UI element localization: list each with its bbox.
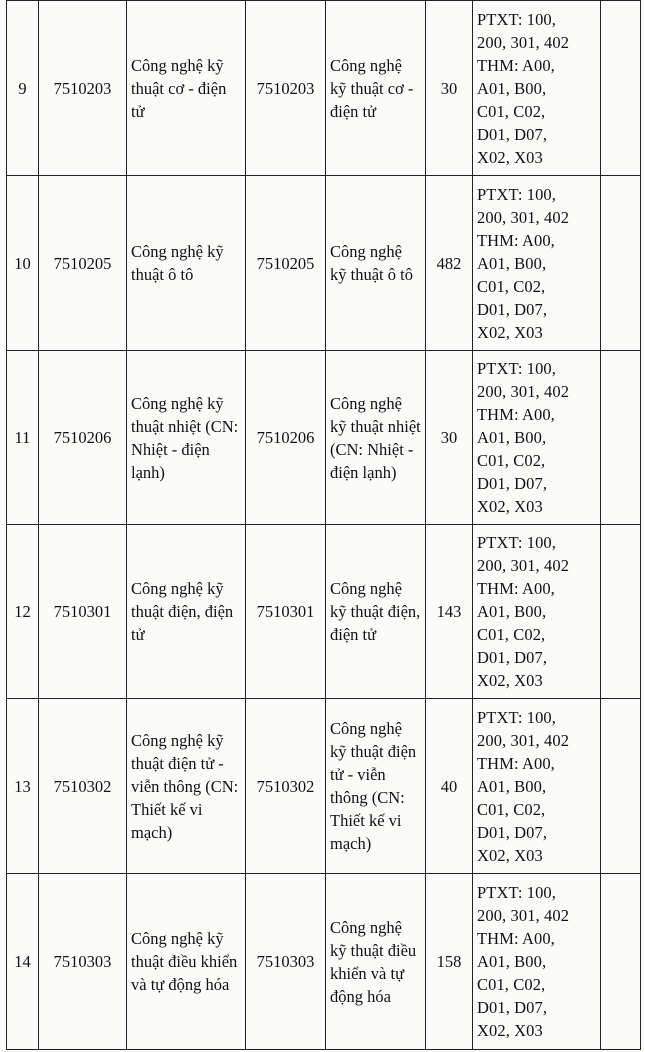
program-name-text: Công nghệ kỹ thuật nhiệt (CN: Nhiệt - điện lạnh) (330, 393, 421, 482)
admission-method-line: C01, C02, (477, 975, 546, 994)
method-list (477, 881, 596, 1042)
program-name-text: Công nghệ kỹ thuật cơ - điện tử (330, 55, 414, 121)
row-major-code (39, 351, 127, 525)
admission-method-line: A01, B00, (477, 253, 547, 273)
stt-text: 13 (14, 776, 31, 796)
row-stt (7, 351, 39, 525)
admission-method-line: THM: A00, (477, 929, 555, 948)
row-quota (426, 699, 473, 874)
row-admission-methods (473, 699, 601, 874)
program-code-text: 7510203 (256, 78, 315, 98)
major-code-text: 7510301 (53, 602, 112, 621)
row-admission-methods (473, 525, 601, 699)
admission-method-line: THM: A00, (477, 230, 555, 250)
admission-method-line: X02, X03 (477, 322, 543, 342)
admission-method-line: 200, 301, 402 (477, 556, 570, 575)
stt-text: 11 (14, 428, 31, 447)
admission-method-line: C01, C02, (477, 451, 546, 470)
quota-text: 158 (436, 952, 462, 971)
row-program-name (326, 351, 426, 525)
row-major-name (127, 176, 246, 351)
table-body (7, 1, 641, 1050)
row-notes (601, 351, 641, 525)
row-quota (426, 874, 473, 1050)
admission-method-line: PTXT: 100, (477, 533, 557, 552)
major-code-text: 7510203 (53, 78, 112, 98)
admission-method-line: THM: A00, (477, 579, 555, 598)
row-major-name (127, 351, 246, 525)
stt-text: 10 (14, 253, 31, 273)
major-code-text: 7510205 (53, 253, 112, 273)
admission-method-line: A01, B00, (477, 776, 547, 796)
major-code-text: 7510303 (53, 952, 112, 971)
row-program-code (246, 525, 326, 699)
table-row (7, 874, 641, 1050)
row-admission-methods (473, 874, 601, 1050)
row-major-code (39, 699, 127, 874)
major-name-text: Công nghệ kỹ thuật nhiệt (CN: Nhiệt - điện lạnh) (131, 393, 239, 482)
admission-method-line: 200, 301, 402 (477, 906, 570, 925)
row-program-name (326, 176, 426, 351)
admission-method-line: 200, 301, 402 (477, 730, 570, 750)
row-major-code (39, 874, 127, 1050)
admission-method-line: THM: A00, (477, 55, 555, 75)
admission-method-line: 200, 301, 402 (477, 382, 570, 401)
method-list (477, 183, 596, 344)
row-stt (7, 176, 39, 351)
admission-method-line: C01, C02, (477, 625, 546, 644)
table-row (7, 525, 641, 699)
row-notes (601, 525, 641, 699)
major-code-text: 7510302 (53, 776, 112, 796)
row-quota (426, 1, 473, 176)
admission-method-line: X02, X03 (477, 497, 543, 516)
program-code-text: 7510303 (256, 952, 315, 971)
program-code-text: 7510301 (256, 602, 315, 621)
admission-method-line: X02, X03 (477, 147, 543, 167)
method-list (477, 8, 596, 169)
major-name-text: Công nghệ kỹ thuật ô tô (131, 242, 224, 284)
row-stt (7, 699, 39, 874)
major-code-text: 7510206 (53, 428, 112, 447)
row-major-name (127, 699, 246, 874)
admission-method-line: PTXT: 100, (477, 707, 557, 727)
admission-method-line: THM: A00, (477, 405, 555, 424)
admission-method-line: 200, 301, 402 (477, 207, 570, 227)
row-major-name (127, 874, 246, 1050)
major-name-text: Công nghệ kỹ thuật điều khiển và tự động hóa (131, 929, 238, 994)
admission-method-line: D01, D07, (477, 998, 548, 1017)
admission-method-line: X02, X03 (477, 671, 543, 690)
admission-method-line: X02, X03 (477, 845, 543, 865)
admission-method-line: A01, B00, (477, 602, 547, 621)
major-name-text: Công nghệ kỹ thuật điện, điện tử (131, 579, 234, 644)
program-name-text: Công nghệ kỹ thuật ô tô (330, 242, 413, 284)
admission-method-line: PTXT: 100, (477, 9, 557, 29)
row-program-name (326, 525, 426, 699)
admission-method-line: C01, C02, (477, 276, 546, 296)
stt-text: 12 (14, 602, 31, 621)
row-program-name (326, 1, 426, 176)
row-major-code (39, 1, 127, 176)
row-notes (601, 699, 641, 874)
admission-method-line: PTXT: 100, (477, 883, 557, 902)
major-name-text: Công nghệ kỹ thuật điện tử - viễn thông (CN: Thiết kế vi mạch) (131, 730, 239, 842)
admission-method-line: 200, 301, 402 (477, 32, 570, 52)
row-notes (601, 874, 641, 1050)
admission-method-line: D01, D07, (477, 648, 548, 667)
stt-text: 9 (18, 78, 27, 98)
row-major-name (127, 1, 246, 176)
admission-method-line: A01, B00, (477, 428, 547, 447)
quota-text: 143 (436, 602, 462, 621)
admission-method-line: THM: A00, (477, 753, 555, 773)
admission-method-line: PTXT: 100, (477, 184, 557, 204)
admission-method-line: C01, C02, (477, 799, 546, 819)
stt-text: 14 (14, 952, 31, 971)
row-admission-methods (473, 1, 601, 176)
row-quota (426, 351, 473, 525)
admission-method-line: PTXT: 100, (477, 359, 557, 378)
admission-method-line: A01, B00, (477, 952, 547, 971)
admissions-table (6, 0, 641, 1050)
program-code-text: 7510206 (256, 428, 315, 447)
row-notes (601, 1, 641, 176)
row-program-name (326, 699, 426, 874)
row-program-code (246, 351, 326, 525)
quota-text: 30 (440, 428, 458, 447)
row-major-code (39, 176, 127, 351)
table-row (7, 176, 641, 351)
method-list (477, 357, 596, 518)
row-notes (601, 176, 641, 351)
row-program-code (246, 699, 326, 874)
admission-method-line: D01, D07, (477, 299, 548, 319)
quota-text: 482 (436, 253, 462, 273)
row-quota (426, 176, 473, 351)
row-program-code (246, 874, 326, 1050)
program-code-text: 7510205 (256, 253, 315, 273)
program-name-text: Công nghệ kỹ thuật điện, điện tử (330, 579, 421, 644)
row-program-name (326, 874, 426, 1050)
admission-method-line: D01, D07, (477, 822, 548, 842)
row-program-code (246, 176, 326, 351)
method-list (477, 706, 596, 867)
program-code-text: 7510302 (256, 776, 315, 796)
row-major-name (127, 525, 246, 699)
row-admission-methods (473, 351, 601, 525)
program-name-text: Công nghệ kỹ thuật điện tử - viễn thông (CN: Thiết kế vi mạch) (330, 719, 417, 853)
row-admission-methods (473, 176, 601, 351)
table-row (7, 351, 641, 525)
row-stt (7, 1, 39, 176)
admission-method-line: D01, D07, (477, 474, 548, 493)
table-row (7, 1, 641, 176)
admission-method-line: X02, X03 (477, 1021, 543, 1040)
table-row (7, 699, 641, 874)
quota-text: 40 (440, 776, 458, 796)
row-major-code (39, 525, 127, 699)
method-list (477, 531, 596, 692)
admission-method-line: C01, C02, (477, 101, 546, 121)
major-name-text: Công nghệ kỹ thuật cơ - điện tử (131, 55, 227, 121)
admission-method-line: D01, D07, (477, 124, 548, 144)
row-stt (7, 874, 39, 1050)
row-program-code (246, 1, 326, 176)
row-quota (426, 525, 473, 699)
program-name-text: Công nghệ kỹ thuật điều khiển và tự động hóa (330, 917, 417, 1006)
quota-text: 30 (440, 78, 458, 98)
admission-method-line: A01, B00, (477, 78, 547, 98)
row-stt (7, 525, 39, 699)
